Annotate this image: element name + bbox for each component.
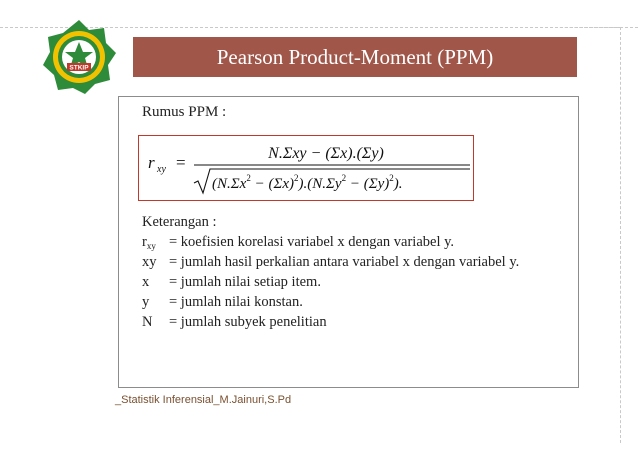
notes-heading: Keterangan :	[142, 214, 217, 230]
note-description: = jumlah hasil perkalian antara variabel x dengan variabel y.	[169, 254, 520, 270]
note-description: = jumlah subyek penelitian	[169, 314, 327, 330]
note-description: = koefisien korelasi variabel x dengan variabel y.	[169, 234, 455, 250]
formula-lhs-sub: xy	[157, 164, 166, 175]
note-symbol: $r_{xy}$	[142, 234, 156, 251]
note-description: = jumlah nilai konstan.	[169, 294, 303, 310]
note-symbol: N	[142, 314, 153, 330]
note-symbol: xy	[142, 254, 157, 270]
formula-equals: =	[176, 153, 186, 172]
notes-block	[142, 212, 520, 332]
list-item	[142, 292, 303, 312]
logo-text: STKIP	[69, 64, 89, 72]
slide-title: Pearson Product-Moment (PPM)	[216, 45, 494, 69]
list-item	[142, 272, 321, 292]
footer-text: _Statistik Inferensial_M.Jainuri,S.Pd	[115, 394, 292, 406]
list-item	[142, 252, 520, 272]
list-item	[142, 232, 455, 252]
list-item	[142, 312, 327, 332]
formula-denominator: $(N.\Sigma x^2 - (\Sigma x)^2).(N.\Sigma y^2 - (\Sigma y)^2)$.	[212, 173, 403, 192]
stkip-logo-icon	[40, 18, 118, 96]
title-bar	[133, 37, 577, 77]
pearson-formula	[138, 135, 472, 199]
note-description: = jumlah nilai setiap item.	[169, 274, 321, 290]
note-symbol: x	[142, 274, 150, 290]
formula-numerator: N.Σxy − (Σx).(Σy)	[268, 145, 384, 162]
formula-heading: Rumus PPM :	[142, 104, 227, 120]
note-symbol: y	[142, 294, 150, 310]
formula-lhs-r: r	[148, 153, 155, 172]
